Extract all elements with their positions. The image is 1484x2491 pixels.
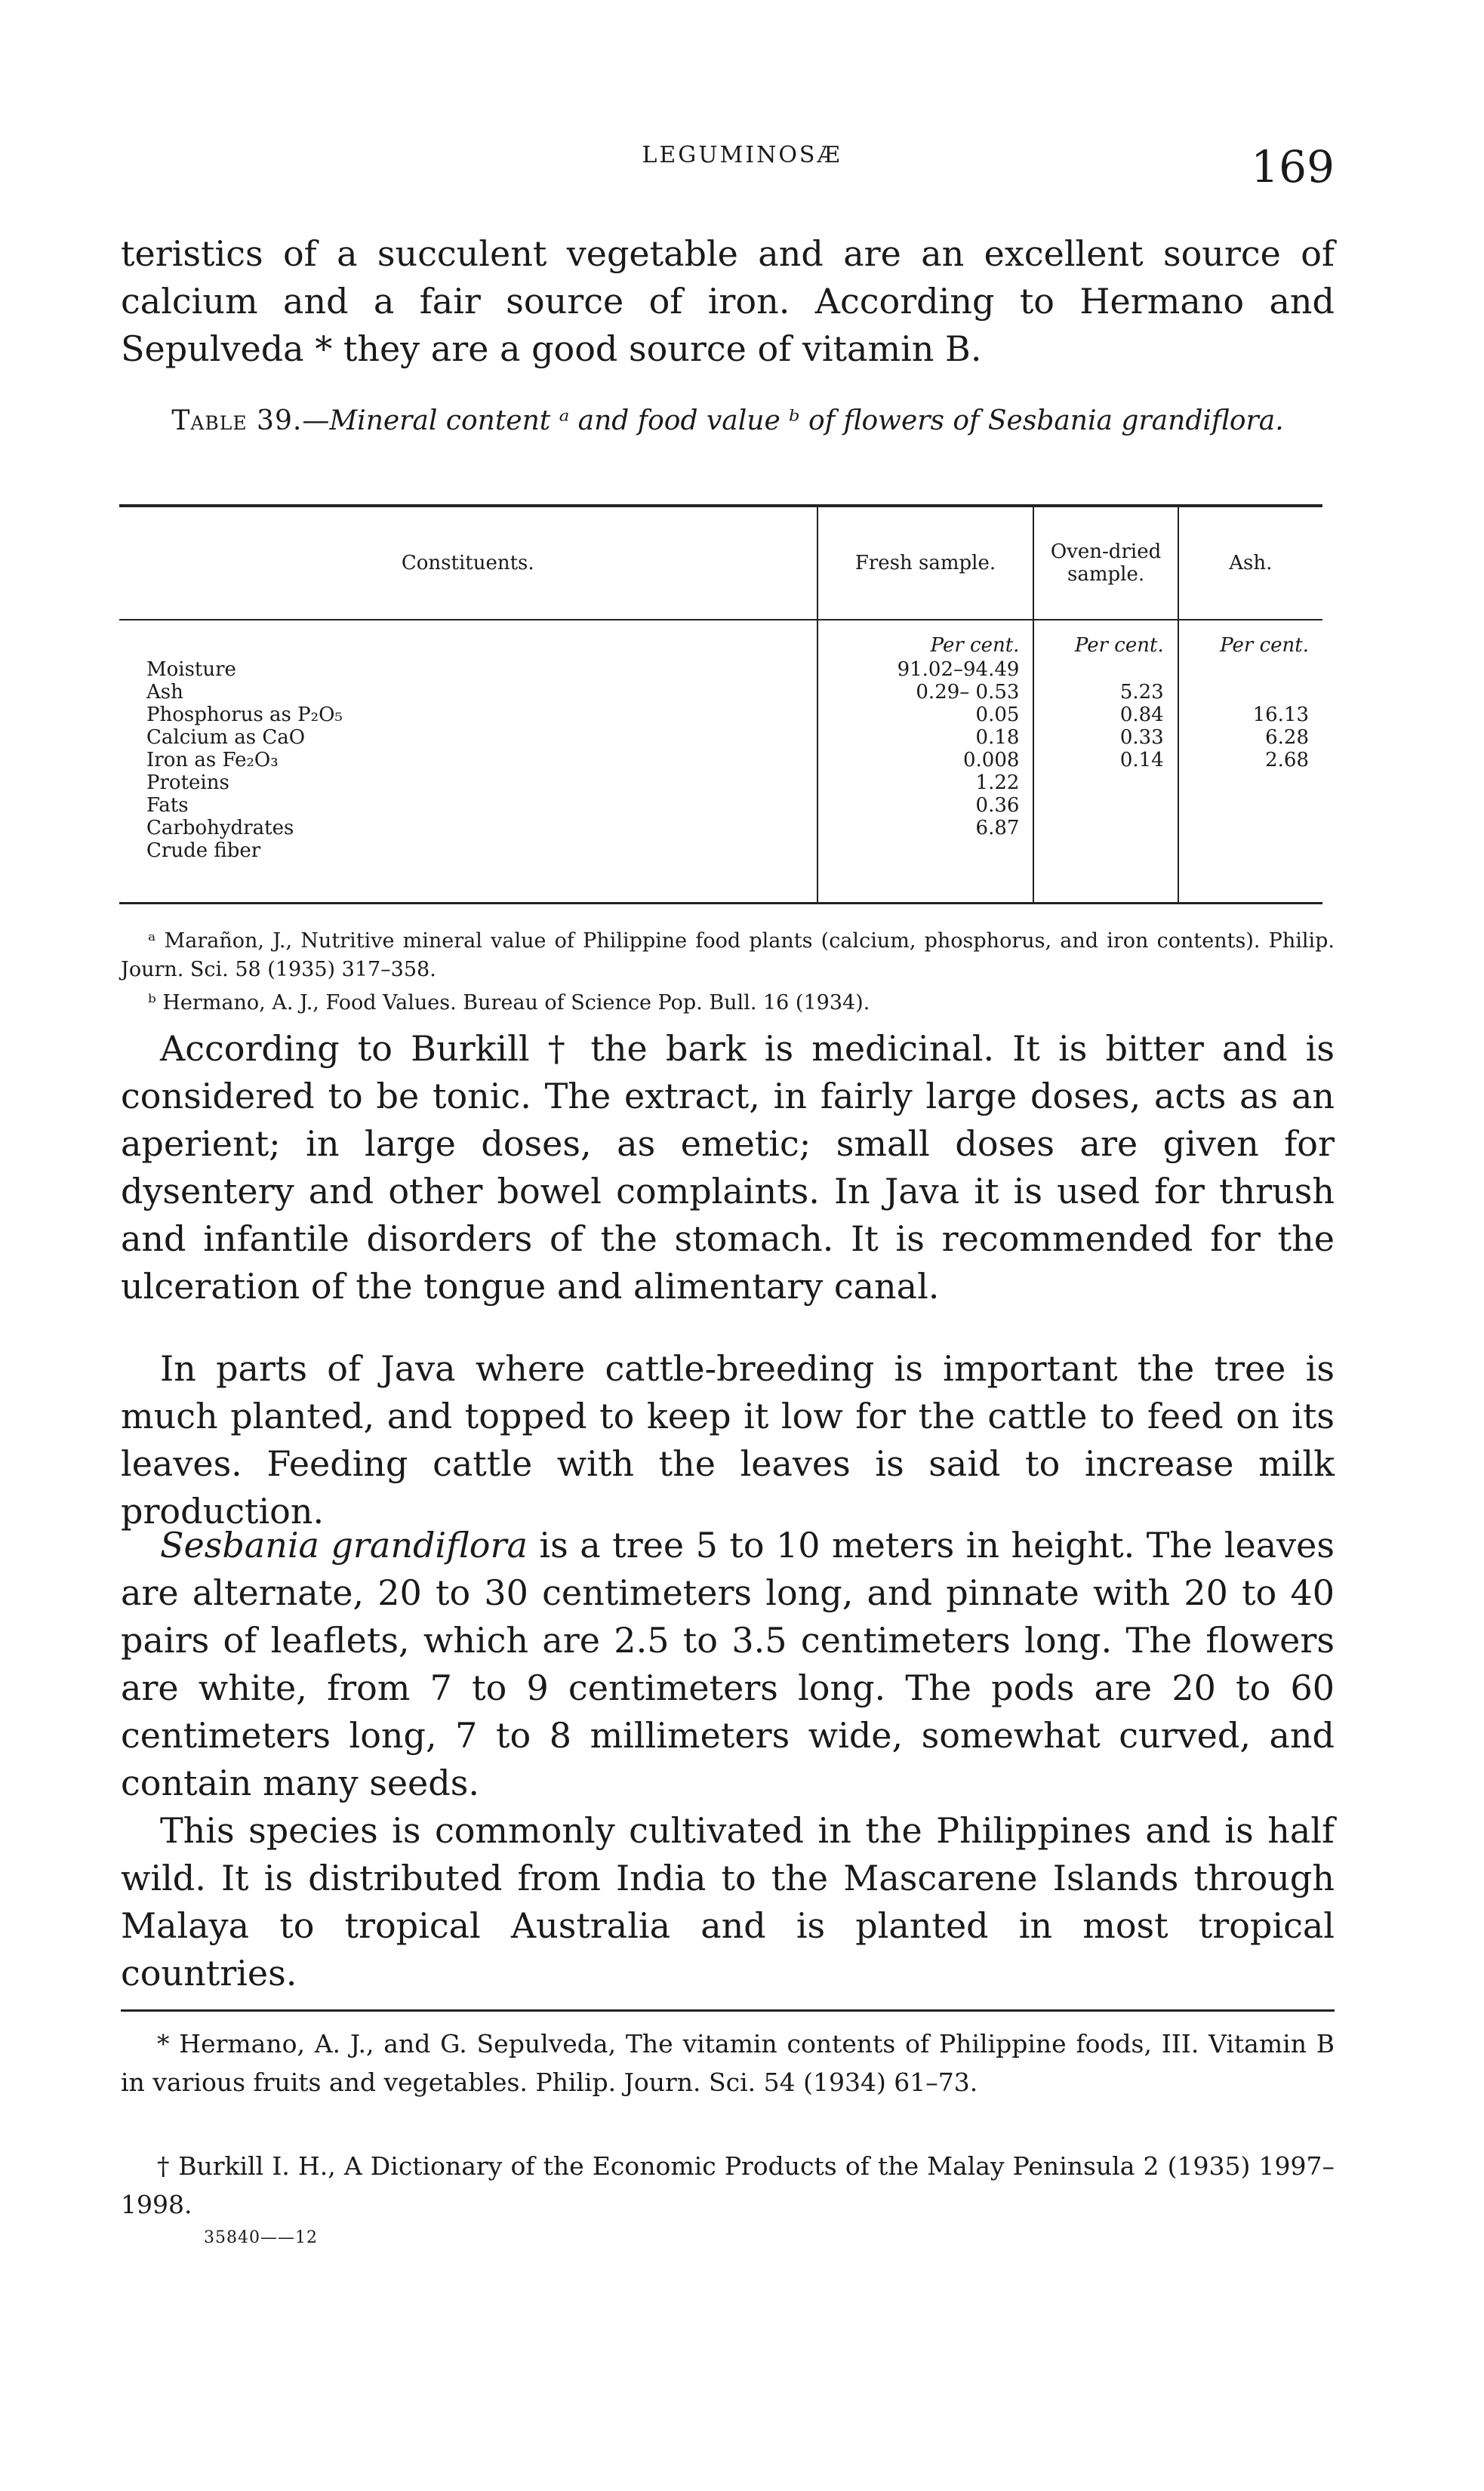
constituents-column	[119, 620, 817, 904]
oven-units: Per cent.	[1074, 634, 1164, 657]
table-footnote-b: ᵇ Hermano, A. J., Food Values. Bureau of Science Pop. Bull. 16 (1934).	[148, 991, 870, 1015]
printer-signature: 35840——12	[204, 2228, 318, 2247]
header-ash: Ash.	[1178, 506, 1322, 620]
header-fresh-sample: Fresh sample.	[817, 506, 1034, 620]
table-body-row	[119, 620, 1322, 904]
page-number: 169	[1251, 141, 1335, 192]
mineral-content-table	[119, 504, 1322, 904]
paragraph-medicinal: According to Burkill † the bark is medicinal. It is bitter and is considered to be tonic. The extract, in fairly large doses, acts as an aperient; in large doses, as emetic; small doses are given for dysentery and other bowel complaints. In Java it is used for thrush and infantile disorders of the stomach. It is recommended for the ulceration of the tongue and alimentary canal.	[121, 1028, 1335, 1307]
table-header-row	[119, 506, 1322, 620]
footnote-star: * Hermano, A. J., and G. Sepulveda, The vitamin contents of Philippine foods, III. Vitamin B in various fruits and vegetables. Philip. Journ. Sci. 54 (1934) 61–73.	[121, 2029, 1335, 2097]
paragraph-description	[121, 1522, 1335, 1807]
constituents-list: Moisture Ash Phosphorus as P₂O₅ Calcium as CaO Iron as Fe₂O₃ Proteins Fats Carbohydrates Crude fiber	[146, 658, 343, 862]
table-footnote-a: ᵃ Marañon, J., Nutritive mineral value of Philippine food plants (calcium, phosphorus, and iron contents). Philip. Journ. Sci. 58 (1935) 317–358.	[121, 929, 1335, 981]
fresh-sample-column	[817, 620, 1034, 904]
ash-units: Per cent.	[1220, 634, 1309, 657]
table-title	[121, 400, 1335, 442]
header-constituents: Constituents.	[119, 506, 817, 620]
header-oven-dried-sample: Oven-dried sample.	[1033, 506, 1178, 620]
oven-values: 5.23 0.84 0.33 0.14	[1119, 681, 1164, 771]
table-caption: —Mineral content ᵃ and food value ᵇ of flowers of Sesbania grandiflora.	[302, 405, 1284, 436]
running-head: LEGUMINOSÆ	[642, 142, 842, 168]
ash-values: 16.13 6.28 2.68	[1252, 704, 1309, 771]
paragraph-cattle: In parts of Java where cattle-breeding is important the tree is much planted, and topped to keep it low for the cattle to feed on its leaves. Feeding cattle with the leaves is said to increase milk production.	[121, 1348, 1335, 1532]
description-text: is a tree 5 to 10 meters in height. The leaves are alternate, 20 to 30 centimeters long, and pinnate with 20 to 40 pairs of leaflets, which are 2.5 to 3.5 centimeters long. The flowers are white, from 7 to 9 centimeters long. The pods are 20 to 60 centimeters long, 7 to 8 millimeters wide, somewhat curved, and contain many seeds.	[121, 1525, 1335, 1803]
fresh-values: 91.02–94.49 0.29– 0.53 0.05 0.18 0.008 1.22 0.36 6.87	[897, 658, 1020, 839]
ash-column	[1178, 620, 1322, 904]
oven-dried-column	[1033, 620, 1178, 904]
paragraph-continuation: teristics of a succulent vegetable and are an excellent source of calcium and a fair source of iron. According to Hermano and Sepulveda * they are a good source of vitamin B.	[121, 233, 1335, 369]
footnote-dagger: † Burkill I. H., A Dictionary of the Economic Products of the Malay Peninsula 2 (1935) 1997–1998.	[121, 2151, 1335, 2219]
table-label: Table 39.	[171, 405, 303, 436]
species-name: Sesbania grandiflora	[160, 1525, 528, 1566]
fresh-units: Per cent.	[930, 634, 1020, 657]
paragraph-distribution: This species is commonly cultivated in the Philippines and is half wild. It is distributed from India to the Mascarene Islands through Malaya to tropical Australia and is planted in most tropical countries.	[121, 1810, 1335, 1994]
footnote-rule	[121, 2009, 1335, 2012]
